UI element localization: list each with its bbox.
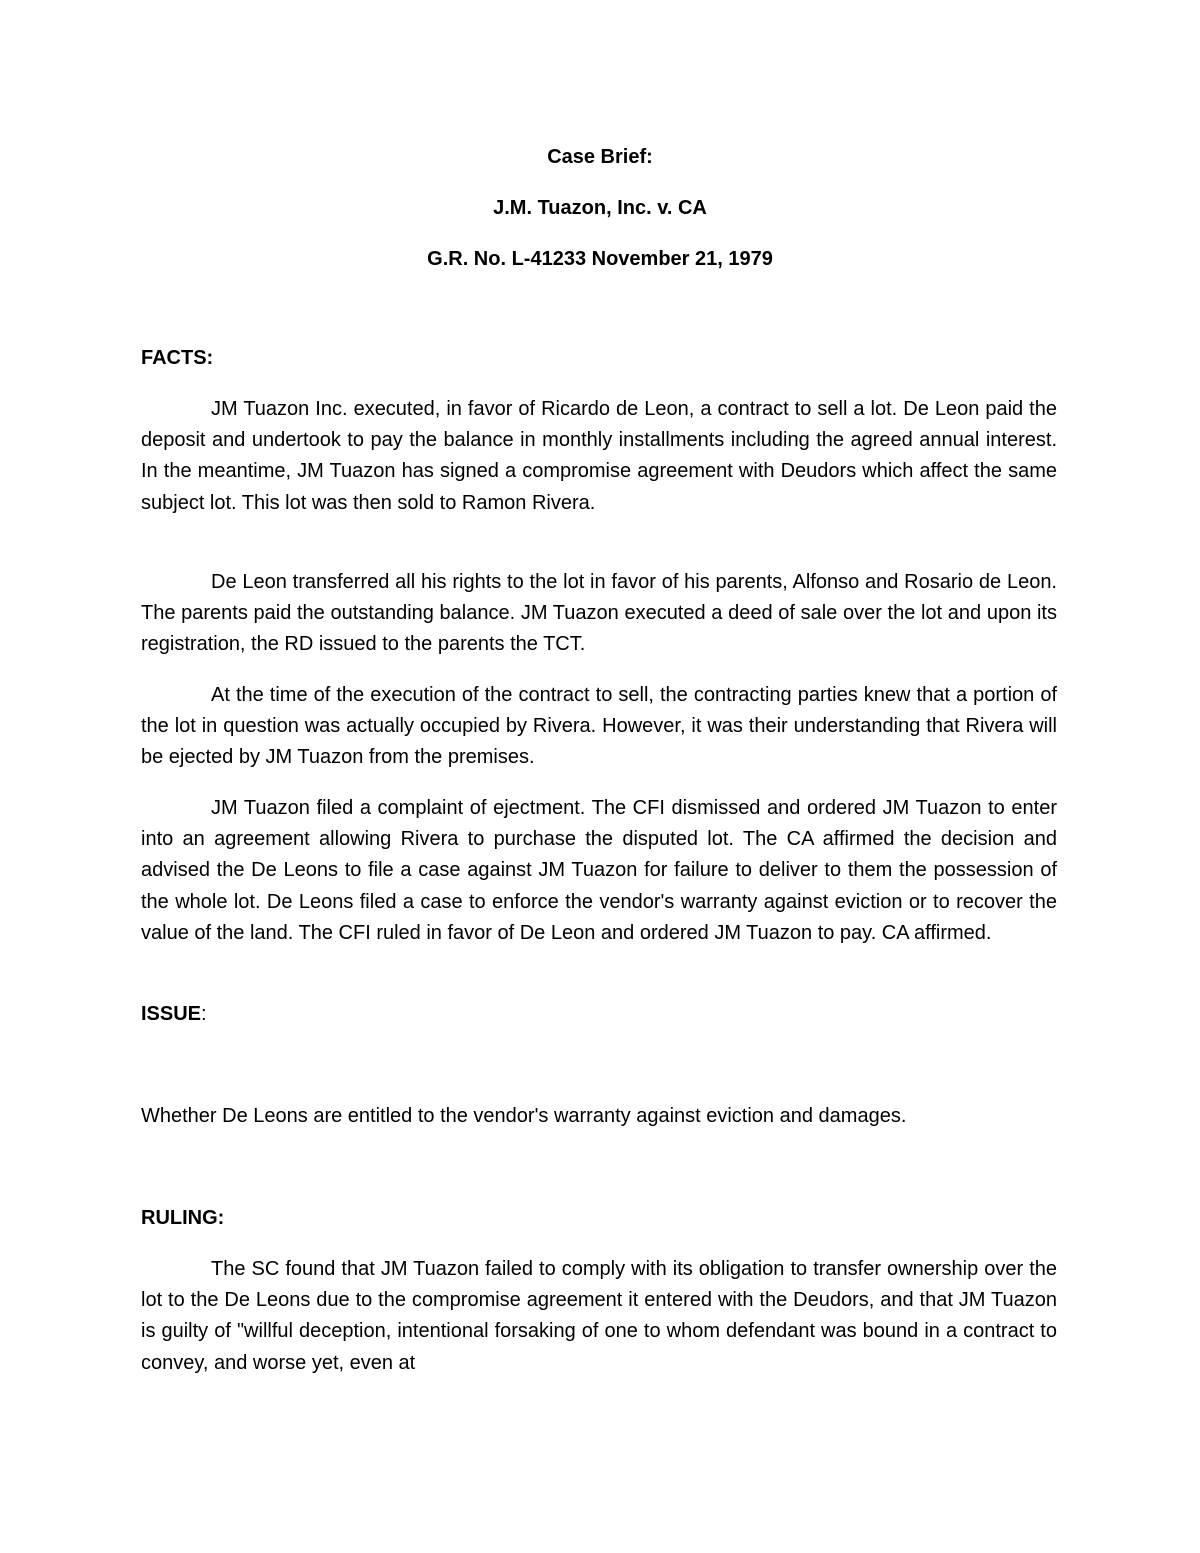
ruling-heading: RULING: [141,1207,225,1229]
facts-paragraph-1: JM Tuazon Inc. executed, in favor of Ricardo de Leon, a contract to sell a lot. De Leon paid the deposit and undertook to pay the balance in monthly installments including the agreed annual interest. In the meantime, JM Tuazon has signed a compromise agreement with Deudors which affect the same subject lot. This lot was then sold to Ramon Rivera. [141,398,1057,514]
issue-heading-label: ISSUE [141,1003,202,1025]
facts-paragraph-3: At the time of the execution of the contract to sell, the contracting parties knew that a portion of the lot in question was actually occupied by Rivera. However, it was their understanding that Rivera will be ejected by JM Tuazon from the premises. [141,684,1057,769]
facts-paragraph-4: JM Tuazon filed a complaint of ejectment. The CFI dismissed and ordered JM Tuazon to enter into an agreement allowing Rivera to purchase the disputed lot. The CA affirmed the decision and advised the De Leons to file a case against JM Tuazon for failure to deliver to them the possession of the whole lot. De Leons filed a case to enforce the vendor's warranty against eviction or to recover the value of the land. The CFI ruled in favor of De Leon and ordered JM Tuazon to pay. CA affirmed. [141,797,1057,944]
issue-text: Whether De Leons are entitled to the vendor's warranty against eviction and damages. [141,1105,907,1127]
title-block [0,142,1200,295]
ruling-paragraph: The SC found that JM Tuazon failed to comply with its obligation to transfer ownership over the lot to the De Leons due to the compromise agreement it entered with the Deudors, and that JM Tuazon is guilty of "willful deception, intentional forsaking of one to whom defendant was bound in a contract to convey, and worse yet, even at [141,1258,1057,1374]
issue-heading-colon: : [201,1003,207,1025]
facts-paragraph-2: De Leon transferred all his rights to the lot in favor of his parents, Alfonso and Rosario de Leon. The parents paid the outstanding balance. JM Tuazon executed a deed of sale over the lot and upon its registration, the RD issued to the parents the TCT. [141,571,1057,656]
case-name: J.M. Tuazon, Inc. v. CA [493,197,707,219]
facts-heading: FACTS: [141,347,214,369]
title-heading: Case Brief: [547,146,653,168]
case-number: G.R. No. L-41233 November 21, 1979 [427,248,773,270]
issue-heading [141,999,207,1030]
